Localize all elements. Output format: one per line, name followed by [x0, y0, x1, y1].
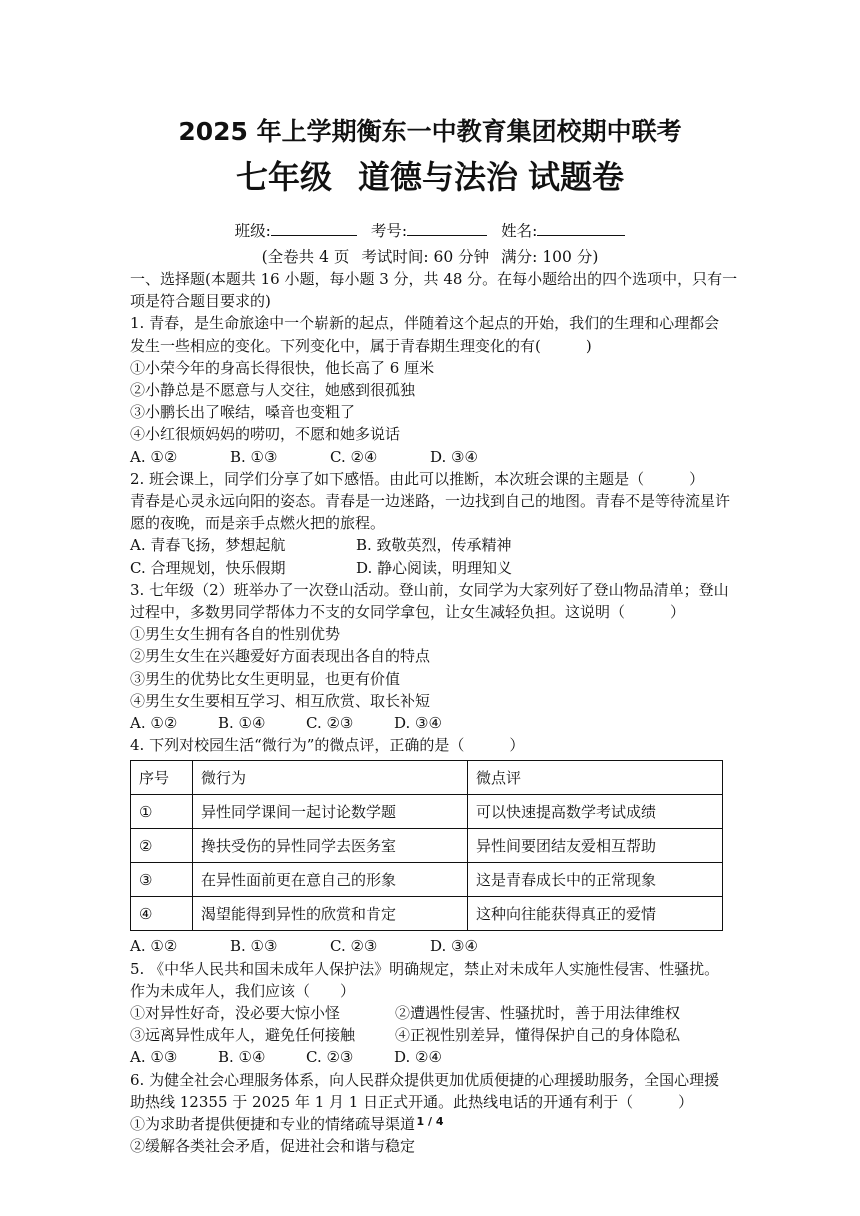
question-4-options: [130, 935, 735, 957]
option-a[interactable]: A. ①②: [130, 447, 178, 466]
name-label: 姓名:: [501, 222, 538, 240]
student-info-line: [0, 219, 860, 241]
option-b[interactable]: B. ①④: [218, 714, 266, 733]
grade-label: 七年级: [235, 158, 332, 196]
question-5-stem: 作为未成年人，我们应该（ ）: [130, 981, 356, 1000]
table-row: [131, 829, 723, 863]
question-6-stem: 6. 为健全社会心理服务体系，向人民群众提供更加优质便捷的心理援助服务，全国心理援: [130, 1070, 720, 1089]
question-6-statement: ①为求助者提供便捷和专业的情绪疏导渠道: [130, 1115, 416, 1134]
exam-number-field[interactable]: [407, 221, 487, 236]
exam-title: 2025 年上学期衡东一中教育集团校期中联考: [178, 117, 682, 146]
option-b[interactable]: B. ①④: [218, 1048, 266, 1067]
table-cell: 这是青春成长中的正常现象: [468, 863, 723, 897]
exam-subtitle: [0, 152, 860, 198]
option-c[interactable]: C. ②③: [306, 714, 354, 733]
option-b[interactable]: B. ①③: [230, 937, 278, 956]
option-d[interactable]: D. ③④: [430, 937, 478, 956]
question-3-statement: ①男生女生拥有各自的性别优势: [130, 625, 341, 644]
question-3-statement: ②男生女生在兴趣爱好方面表现出各自的特点: [130, 647, 431, 666]
option-b[interactable]: B. 致敬英烈，传承精神: [356, 536, 512, 555]
option-d[interactable]: D. ③④: [394, 714, 442, 733]
option-a[interactable]: A. 青春飞扬，梦想起航: [130, 536, 286, 555]
question-5-statements: [130, 1024, 735, 1046]
question-6-statement: ②缓解各类社会矛盾，促进社会和谐与稳定: [130, 1137, 416, 1156]
subject-label: 道德与法治: [357, 158, 518, 196]
paper-kind-label: 试题卷: [528, 158, 625, 196]
option-c[interactable]: C. ②③: [330, 937, 378, 956]
question-1-statement: ③小鹏长出了喉结，嗓音也变粗了: [130, 403, 356, 422]
option-a[interactable]: A. ①③: [130, 1048, 178, 1067]
question-5-options: [130, 1046, 735, 1068]
option-d[interactable]: D. ②④: [394, 1048, 442, 1067]
question-2-quote: 青春是心灵永远向阳的姿态。青春是一边迷路，一边找到自己的地图。青春不是等待流星许: [130, 492, 731, 511]
question-content: [130, 268, 738, 1158]
section-intro: 项是符合题目要求的): [130, 292, 271, 311]
question-2-stem: 2. 班会课上，同学们分享了如下感悟。由此可以推断，本次班会课的主题是（ ）: [130, 469, 705, 488]
question-3-statement: ④男生女生要相互学习、相互欣赏、取长补短: [130, 691, 431, 710]
option-c[interactable]: C. ②③: [306, 1048, 354, 1067]
table-cell: ④: [131, 897, 193, 931]
question-3-stem: 过程中，多数男同学帮体力不支的女同学拿包，让女生减轻负担。这说明（ ）: [130, 603, 686, 622]
question-1-stem: 1. 青春，是生命旅途中一个崭新的起点，伴随着这个起点的开始，我们的生理和心理都会: [130, 314, 720, 333]
class-label: 班级:: [234, 222, 271, 240]
option-c[interactable]: C. ②④: [330, 447, 378, 466]
table-row: [131, 897, 723, 931]
question-2-options: [130, 557, 735, 579]
question-1-statement: ①小荣今年的身高长得很快，他长高了 6 厘米: [130, 358, 435, 377]
table-cell: 搀扶受伤的异性同学去医务室: [193, 829, 468, 863]
section-intro: 一、选择题(本题共 16 小题，每小题 3 分，共 48 分。在每小题给出的四个选项中，只有一: [130, 270, 738, 288]
question-2-quote: 愿的夜晚，而是亲手点燃火把的旅程。: [130, 514, 386, 533]
option-a[interactable]: A. ①②: [130, 937, 178, 956]
exam-number-label: 考号:: [370, 222, 408, 240]
question-1-statement: ②小静总是不愿意与人交往，她感到很孤独: [130, 381, 416, 400]
table-cell: 异性同学课间一起讨论数学题: [193, 795, 468, 829]
table-cell: 异性间要团结友爱相互帮助: [468, 829, 723, 863]
table-cell: 在异性面前更在意自己的形象: [193, 863, 468, 897]
table-row: [131, 795, 723, 829]
page-number: 1 / 4: [416, 1115, 444, 1128]
question-1-stem: 发生一些相应的变化。下列变化中，属于青春期生理变化的有( ): [130, 336, 592, 355]
table-cell: ①: [131, 795, 193, 829]
question-3-options: [130, 712, 735, 734]
question-2-options: [130, 534, 735, 556]
table-cell: 渴望能得到异性的欣赏和肯定: [193, 897, 468, 931]
question-6-stem: 助热线 12355 于 2025 年 1 月 1 日正式开通。此热线电话的开通有利于（ ）: [130, 1092, 694, 1111]
question-5-statement: ②遭遇性侵害、性骚扰时，善于用法律维权: [395, 1004, 681, 1023]
question-4-stem: 4. 下列对校园生活“微行为”的微点评，正确的是（ ）: [130, 736, 525, 755]
question-5-statement: ①对异性好奇，没必要大惊小怪: [130, 1004, 341, 1023]
question-5-stem: 5. 《中华人民共和国未成年人保护法》明确规定，禁止对未成年人实施性侵害、性骚扰。: [130, 959, 720, 978]
exam-time-text: 考试时间: 60 分钟: [361, 248, 490, 266]
option-c[interactable]: C. 合理规划，快乐假期: [130, 558, 286, 577]
table-cell: ②: [131, 829, 193, 863]
micro-behavior-table: [130, 760, 723, 931]
option-b[interactable]: B. ①③: [230, 447, 278, 466]
table-cell: 可以快速提高数学考试成绩: [468, 795, 723, 829]
option-d[interactable]: D. 静心阅读，明理知义: [356, 558, 513, 577]
table-header-row: [131, 761, 723, 795]
option-d[interactable]: D. ③④: [430, 447, 478, 466]
question-1-options: [130, 446, 735, 468]
class-field[interactable]: [271, 221, 357, 236]
table-header: 微点评: [468, 761, 723, 795]
question-3-stem: 3. 七年级（2）班举办了一次登山活动。登山前，女同学为大家列好了登山物品清单；登山: [130, 580, 729, 599]
name-field[interactable]: [537, 221, 625, 236]
question-5-statements: [130, 1002, 735, 1024]
option-a[interactable]: A. ①②: [130, 714, 178, 733]
table-header: 微行为: [193, 761, 468, 795]
table-cell: 这种向往能获得真正的爱情: [468, 897, 723, 931]
full-score-text: 满分: 100 分): [501, 248, 599, 266]
question-3-statement: ③男生的优势比女生更明显，也更有价值: [130, 669, 401, 688]
question-1-statement: ④小红很烦妈妈的唠叨，不愿和她多说话: [130, 425, 401, 444]
question-5-statement: ③远离异性成年人，避免任何接触: [130, 1026, 356, 1045]
question-5-statement: ④正视性别差异，懂得保护自己的身体隐私: [395, 1026, 681, 1045]
table-row: [131, 863, 723, 897]
table-header: 序号: [131, 761, 193, 795]
table-cell: ③: [131, 863, 193, 897]
exam-info-line: [0, 245, 860, 267]
page-count-text: (全卷共 4 页: [261, 248, 350, 266]
